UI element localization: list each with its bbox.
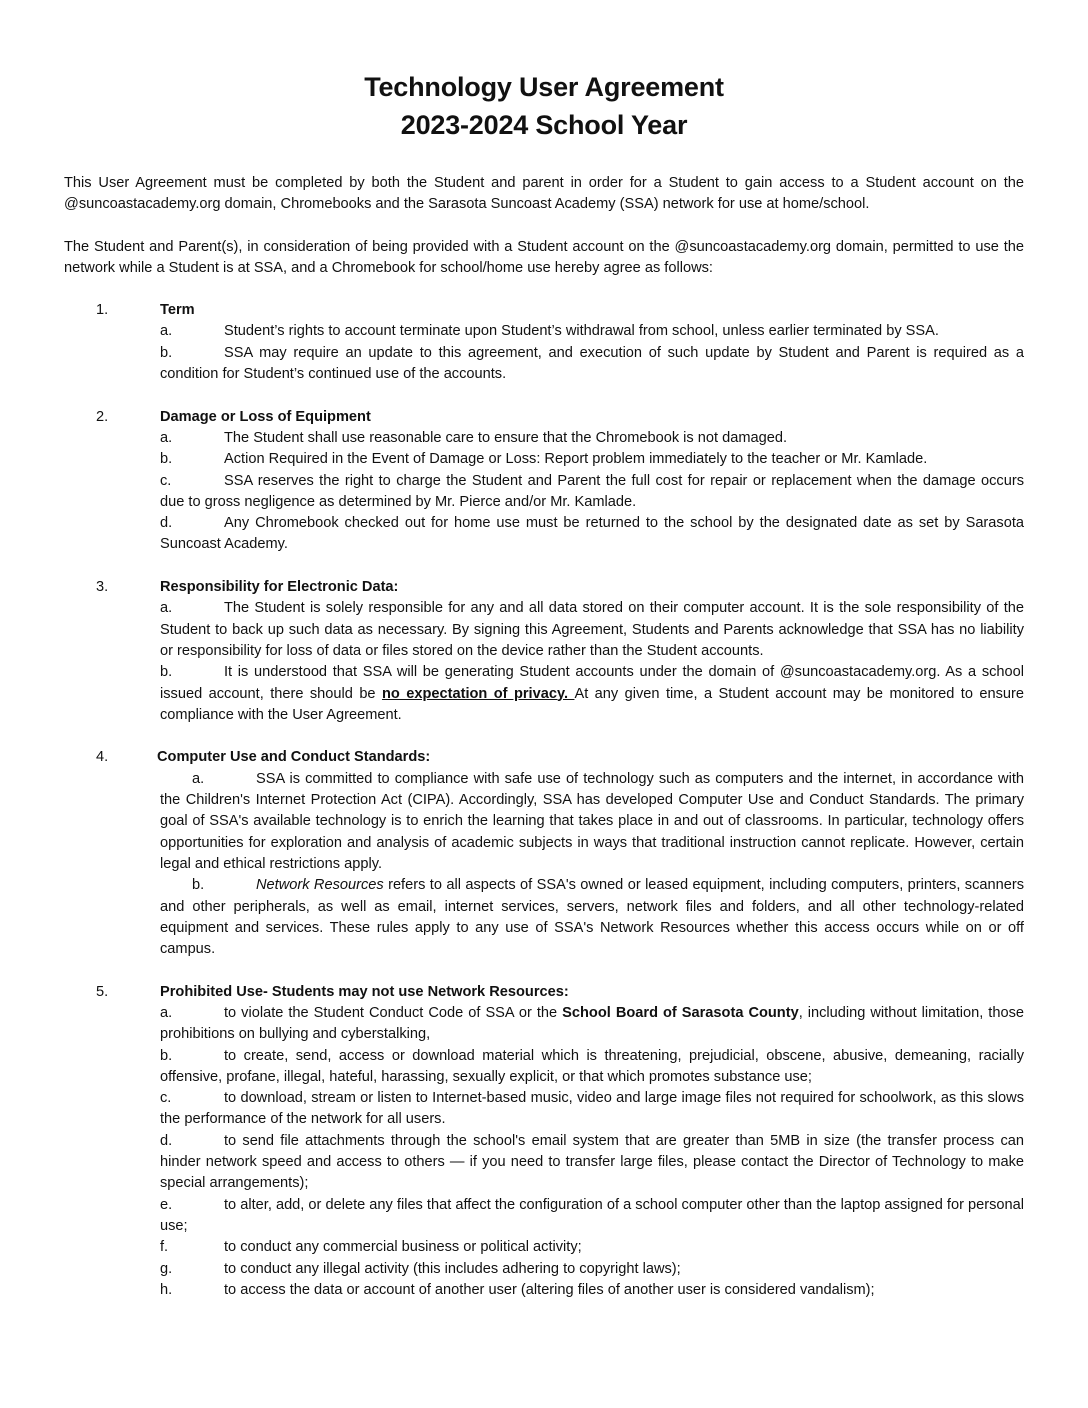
item-letter: c.: [160, 1090, 172, 1107]
list-item: [160, 1046, 1024, 1089]
list-item: [160, 343, 1024, 386]
list-item: [160, 1259, 1024, 1280]
item-text: to send file attachments through the school's email system that are greater than 5MB in size (the transfer process can hinder network speed and access to others — if you need to transfer large files, please contact the Director of Technology to make special arrangements);: [160, 1132, 1024, 1192]
list-item: [160, 1237, 1024, 1258]
item-letter: b.: [160, 664, 173, 681]
item-letter: f.: [160, 1239, 169, 1256]
item-text: SSA reserves the right to charge the Student and Parent the full cost for repair or replacement when the damage occurs due to gross negligence as determined by Mr. Pierce and/or Mr. Kamlade.: [160, 472, 1024, 510]
list-item: [160, 449, 1024, 470]
item-text: to conduct any commercial business or political activity;: [224, 1239, 582, 1256]
list-item: [160, 471, 1024, 514]
list-item: [160, 662, 1024, 726]
section-heading: Term: [160, 302, 195, 319]
list-item: [160, 1003, 1024, 1046]
intro-paragraph-2: The Student and Parent(s), in consideration of being provided with a Student account on the @suncoastacademy.org domain, permitted to use the network while a Student is at SSA, and a Chromebook for school/home use hereby agree as follows:: [64, 238, 1024, 276]
section-number: 5.: [96, 983, 109, 1000]
item-letter: b.: [160, 451, 173, 468]
list-item: [160, 513, 1024, 556]
item-text: to access the data or account of another user (altering files of another user is considered vandalism);: [224, 1281, 875, 1298]
list-item: [160, 1131, 1024, 1195]
document-title: [64, 68, 1024, 144]
section-heading: Prohibited Use- Students may not use Network Resources:: [160, 983, 569, 1000]
section-electronic-data: [64, 577, 1024, 726]
list-item: [160, 321, 1024, 342]
item-letter: b.: [160, 1047, 173, 1064]
item-text: to violate the Student Conduct Code of SSA or the: [224, 1004, 563, 1021]
section-number: 3.: [96, 579, 109, 596]
item-letter: g.: [160, 1260, 173, 1277]
title-line-1: Technology User Agreement: [364, 72, 724, 102]
item-letter: a.: [160, 323, 173, 340]
item-letter: b.: [160, 344, 173, 361]
section-number: 4.: [96, 749, 109, 766]
section-damage-or-loss: [64, 407, 1024, 556]
section-list: [64, 300, 1024, 1301]
list-item: [160, 598, 1024, 662]
item-letter: d.: [160, 1132, 173, 1149]
section-term: [64, 300, 1024, 385]
item-text: At any given time, a Student account may be monitored to ensure compliance with the User Agreement.: [160, 685, 1024, 723]
item-text: to create, send, access or download material which is threatening, prejudicial, obscene, abusive, demeaning, racially offensive, profane, illegal, hateful, harassing, sexually explicit, or that which promotes substance use;: [160, 1047, 1024, 1085]
list-item: [160, 875, 1024, 960]
item-text: The Student shall use reasonable care to ensure that the Chromebook is not damaged.: [224, 429, 788, 446]
list-item: [160, 1280, 1024, 1301]
item-letter: h.: [160, 1281, 173, 1298]
item-letter: a.: [160, 429, 173, 446]
item-letter: b.: [192, 877, 205, 894]
section-prohibited-use: [64, 982, 1024, 1301]
item-text: to alter, add, or delete any files that affect the configuration of a school computer other than the laptop assigned for personal use;: [160, 1196, 1024, 1234]
item-letter: a.: [160, 600, 173, 617]
privacy-emphasis: no expectation of privacy.: [381, 685, 575, 702]
title-line-2: 2023-2024 School Year: [400, 110, 688, 140]
section-number: 2.: [96, 408, 109, 425]
document-page: [64, 68, 1024, 1322]
item-text: refers to all aspects of SSA's owned or leased equipment, including computers, printers, scanners and other peripherals, as well as email, internet services, servers, network files and folders, and all other technology-related equipment and services. These rules apply to any use of SSA's Network Resources whether this access occurs while on or off campus.: [160, 877, 1024, 958]
intro-paragraph-1: This User Agreement must be completed by both the Student and parent in order for a Student to gain access to a Student account on the @suncoastacademy.org domain, Chromebooks and the Sarasota Suncoast Academy (SSA) network for use at home/school.: [64, 175, 1024, 213]
list-item: [160, 1088, 1024, 1131]
item-text: The Student is solely responsible for any and all data stored on their computer account. It is the sole responsibility of the Student to back up such data as necessary. By signing this Agreement, Students and Parents acknowledge that SSA has no liability or responsibility for loss of data or files stored on the device rather than the Student accounts.: [160, 600, 1024, 659]
item-letter: c.: [160, 472, 172, 489]
network-resources-term: Network Resources: [256, 877, 384, 894]
item-text: It is understood that SSA will be generating Student accounts under the domain of @suncoastacademy.org. As a school issued account, there should be: [160, 664, 1024, 702]
item-text: Student’s rights to account terminate upon Student’s withdrawal from school, unless earlier terminated by SSA.: [224, 323, 939, 340]
item-text: Action Required in the Event of Damage or Loss: Report problem immediately to the teacher or Mr. Kamlade.: [224, 451, 928, 468]
item-letter: a.: [192, 770, 205, 787]
list-item: [160, 428, 1024, 449]
section-heading: Computer Use and Conduct Standards:: [157, 749, 431, 766]
item-text: Any Chromebook checked out for home use must be returned to the school by the designated date as set by Sarasota Suncoast Academy.: [160, 515, 1024, 553]
section-heading: Responsibility for Electronic Data:: [160, 579, 399, 596]
item-text: , including without limitation, those prohibitions on bullying and cyberstalking,: [160, 1004, 1024, 1043]
item-text: SSA may require an update to this agreement, and execution of such update by Student and Parent is required as a condition for Student’s continued use of the accounts.: [160, 344, 1024, 383]
section-number: 1.: [96, 302, 109, 319]
item-letter: e.: [160, 1196, 173, 1213]
item-letter: a.: [160, 1004, 173, 1021]
item-text: SSA is committed to compliance with safe use of technology such as computers and the internet, in accordance with the Children's Internet Protection Act (CIPA). Accordingly, SSA has developed Computer Use and Conduct Standards. The primary goal of SSA's available technology is to enrich the learning that takes place in and out of classrooms. In particular, technology offers opportunities for exploration and analysis of academic subjects in ways that traditional instruction cannot replicate. However, certain legal and ethical restrictions apply.: [160, 770, 1024, 872]
section-heading: Damage or Loss of Equipment: [160, 408, 371, 425]
item-letter: d.: [160, 515, 173, 532]
item-text: to conduct any illegal activity (this includes adhering to copyright laws);: [224, 1260, 681, 1277]
section-computer-use: [64, 747, 1024, 960]
list-item: [160, 769, 1024, 875]
item-text: to download, stream or listen to Internet-based music, video and large image files not required for schoolwork, as this slows the performance of the network for all users.: [160, 1090, 1024, 1128]
list-item: [160, 1195, 1024, 1238]
school-board-emphasis: School Board of Sarasota County: [562, 1004, 799, 1021]
